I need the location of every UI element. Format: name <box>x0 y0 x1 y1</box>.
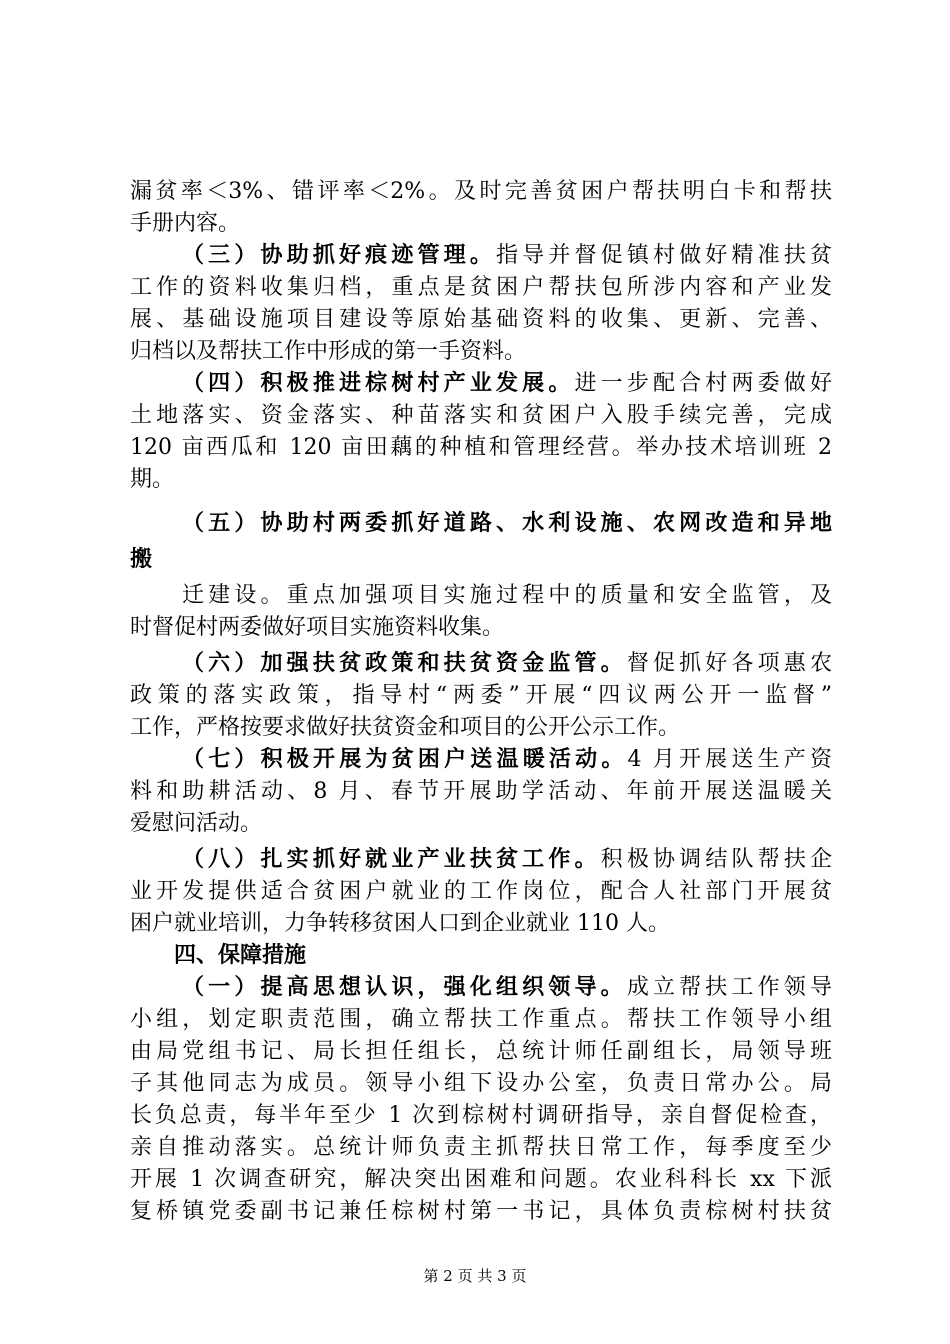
paragraph-line: 土地落实、资金落实、种苗落实和贫困户入股手续完善，完成 <box>130 403 832 428</box>
paragraph-line <box>130 368 832 400</box>
paragraph-line: 爱慰问活动。 <box>130 811 263 836</box>
paragraph-text: 4 月开展送生产资 <box>627 747 832 772</box>
paragraph-line: 亲自推动落实。总统计师负责主抓帮扶日常工作，每季度至少 <box>130 1135 832 1160</box>
section-heading: （三）协助抓好痕迹管理。 <box>182 243 496 268</box>
section-heading: （四）积极推进棕树村产业发展。 <box>182 371 575 396</box>
paragraph-line: 归档以及帮扶工作中形成的第一手资料。 <box>130 339 527 364</box>
section-title: 四、保障措施 <box>174 943 307 968</box>
section-heading: （一）提高思想认识，强化组织领导。 <box>182 975 627 1000</box>
paragraph-line: 料和助耕活动、8 月、春节开展助学活动、年前开展送温暖关 <box>130 779 832 804</box>
paragraph-line <box>130 240 832 272</box>
document-body <box>130 176 832 1228</box>
paragraph-line: 时督促村两委做好项目实施资料收集。 <box>130 615 505 640</box>
paragraph-line <box>130 844 832 876</box>
paragraph-line: 工作的资料收集归档，重点是贫困户帮扶包所涉内容和产业发 <box>130 275 832 300</box>
paragraph-line: 困户就业培训，力争转移贫困人口到企业就业 110 人。 <box>130 911 670 936</box>
paragraph-text: 督促抓好各项惠农 <box>626 651 832 676</box>
paragraph-line: 手册内容。 <box>130 211 241 236</box>
paragraph-line: 业开发提供适合贫困户就业的工作岗位，配合人社部门开展贫 <box>130 879 832 904</box>
paragraph-line: 迁建设。重点加强项目实施过程中的质量和安全监管，及 <box>182 583 832 608</box>
section-heading: （六）加强扶贫政策和扶贫资金监管。 <box>182 651 627 676</box>
paragraph-text: 积极协调结队帮扶企 <box>600 847 832 872</box>
paragraph-line: 开展 1 次调查研究，解决突出困难和问题。农业科科长 xx 下派 <box>130 1167 832 1192</box>
paragraph-line: 子其他同志为成员。领导小组下设办公室，负责日常办公。局 <box>130 1071 832 1096</box>
paragraph-line: 政策的落实政策，指导村“两委”开展“四议两公开一监督” <box>130 683 832 708</box>
paragraph-line <box>130 648 832 680</box>
paragraph-line <box>130 744 832 776</box>
page-footer: 第 2 页 共 3 页 <box>423 1267 527 1285</box>
paragraph-text: 进一步配合村两委做好 <box>574 371 832 396</box>
paragraph-line <box>130 972 832 1004</box>
paragraph-line: 复桥镇党委副书记兼任棕树村第一书记，具体负责棕树村扶贫 <box>130 1199 832 1224</box>
paragraph-line: 工作，严格按要求做好扶贫资金和项目的公开公示工作。 <box>130 715 681 740</box>
paragraph-text: 成立帮扶工作领导 <box>626 975 832 1000</box>
paragraph-line: 展、基础设施项目建设等原始基础资料的收集、更新、完善、 <box>130 307 832 332</box>
paragraph-line: 120 亩西瓜和 120 亩田藕的种植和管理经营。举办技术培训班 2 <box>130 435 832 460</box>
section-heading: （五）协助村两委抓好道路、水利设施、农网改造和异地 <box>182 511 832 536</box>
section-heading: （八）扎实抓好就业产业扶贫工作。 <box>182 847 601 872</box>
paragraph-line: 期。 <box>130 467 175 492</box>
paragraph-text: 指导并督促镇村做好精准扶贫 <box>496 243 832 268</box>
section-heading: 搬 <box>130 547 153 572</box>
paragraph-line: 漏贫率＜3%、错评率＜2%。及时完善贫困户帮扶明白卡和帮扶 <box>130 179 832 204</box>
paragraph-line: 由局党组书记、局长担任组长，总统计师任副组长，局领导班 <box>130 1039 832 1064</box>
section-heading: （七）积极开展为贫困户送温暖活动。 <box>182 747 628 772</box>
paragraph-line: 长负总责，每半年至少 1 次到棕树村调研指导，亲自督促检查， <box>130 1103 832 1128</box>
paragraph-line: 小组，划定职责范围，确立帮扶工作重点。帮扶工作领导小组 <box>130 1007 832 1032</box>
